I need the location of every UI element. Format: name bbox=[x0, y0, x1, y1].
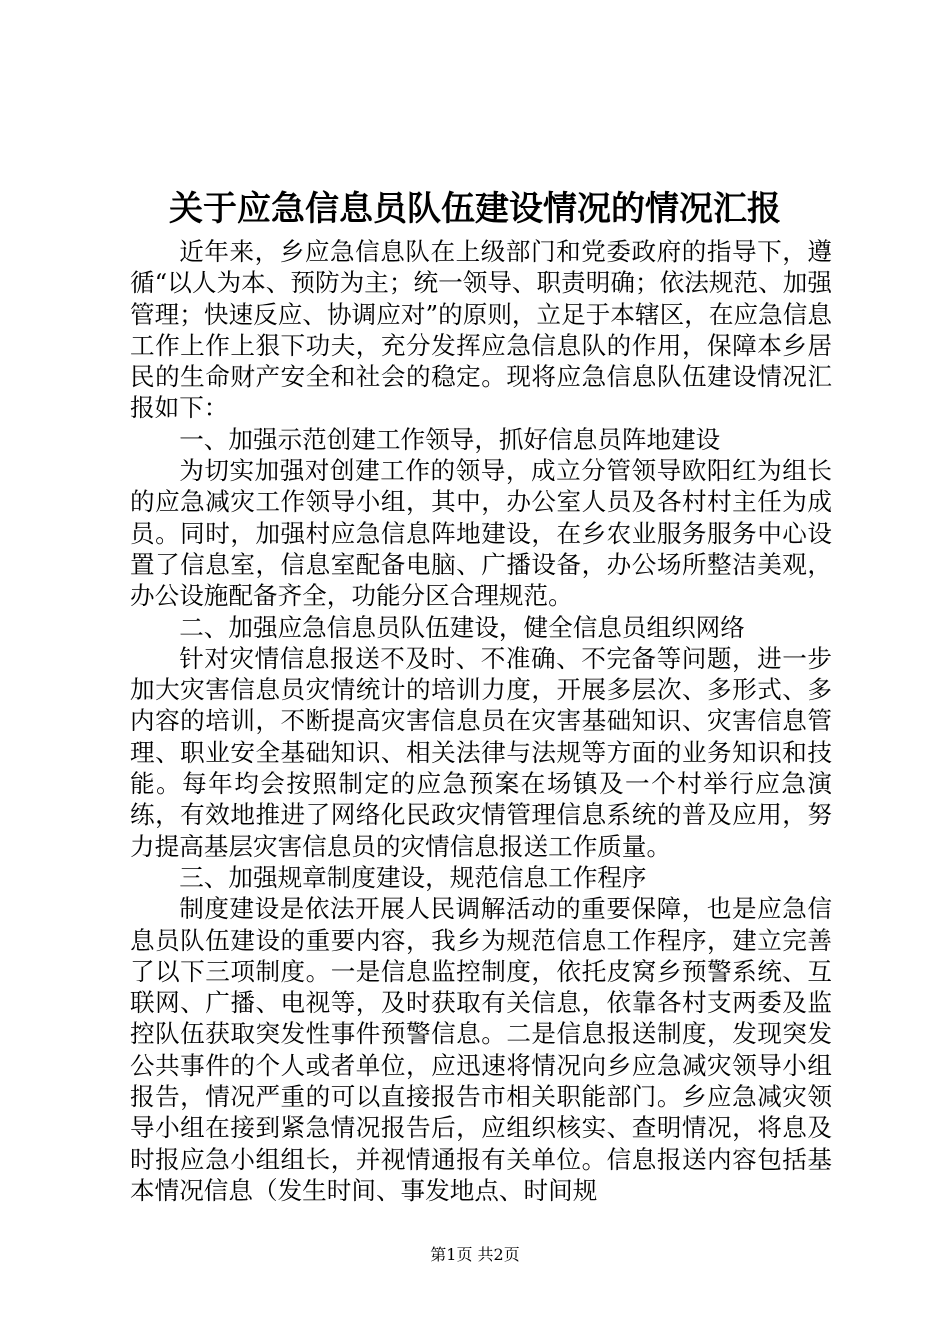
section-heading-1: 一、加强示范创建工作领导，抓好信息员阵地建设 bbox=[179, 424, 721, 454]
paragraph-section-3: 制度建设是依法开展人民调解活动的重要保障，也是应急信息员队伍建设的重要内容，我乡为规范信息工作程序，建立完善了以下三项制度。一是信息监控制度，依托皮窝乡预警系统、互联网、广播、电视等，及时获取有关信息，依靠各村支两委及监控队伍获取突发性事件预警信息。二是信息报送制度，发现突发公共事件的个人或者单位，应迅速将情况向乡应急减灾领导小组报告，情况严重的可以直接报告市相关职能部门。乡应急减灾领导小组在接到紧急情况报告后，应组织核实、查明情况，将息及时报应急小组组长，并视情通报有关单位。信息报送内容包括基本情况信息（发生时间、事发地点、时间规 bbox=[130, 894, 832, 1205]
page-footer: 第1页 共2页 bbox=[430, 1245, 520, 1264]
section-heading-3: 三、加强规章制度建设，规范信息工作程序 bbox=[179, 862, 647, 892]
document-title: 关于应急信息员队伍建设情况的情况汇报 bbox=[169, 189, 781, 229]
document-body bbox=[130, 236, 832, 1206]
section-heading-2: 二、加强应急信息员队伍建设，健全信息员组织网络 bbox=[179, 612, 745, 642]
paragraph-section-2: 针对灾情信息报送不及时、不准确、不完备等问题，进一步加大灾害信息员灾情统计的培训力度，开展多层次、多形式、多内容的培训，不断提高灾害信息员在灾害基础知识、灾害信息管理、职业安全基础知识、相关法律与法规等方面的业务知识和技能。每年均会按照制定的应急预案在场镇及一个村举行应急演练，有效地推进了网络化民政灾情管理信息系统的普及应用，努力提高基层灾害信息员的灾情信息报送工作质量。 bbox=[130, 643, 832, 861]
paragraph-section-1: 为切实加强对创建工作的领导，成立分管领导欧阳红为组长的应急减灾工作领导小组，其中，办公室人员及各村村主任为成员。同时，加强村应急信息阵地建设，在乡农业服务服务中心设置了信息室，信息室配备电脑、广播设备，办公场所整洁美观，办公设施配备齐全，功能分区合理规范。 bbox=[130, 456, 832, 611]
paragraph-intro: 近年来，乡应急信息队在上级部门和党委政府的指导下，遵循“以人为本、预防为主；统一领导、职责明确；依法规范、加强管理；快速反应、协调应对”的原则，立足于本辖区，在应急信息工作上作上狠下功夫，充分发挥应急信息队的作用，保障本乡居民的生命财产安全和社会的稳定。现将应急信息队伍建设情况汇报如下： bbox=[130, 237, 832, 423]
